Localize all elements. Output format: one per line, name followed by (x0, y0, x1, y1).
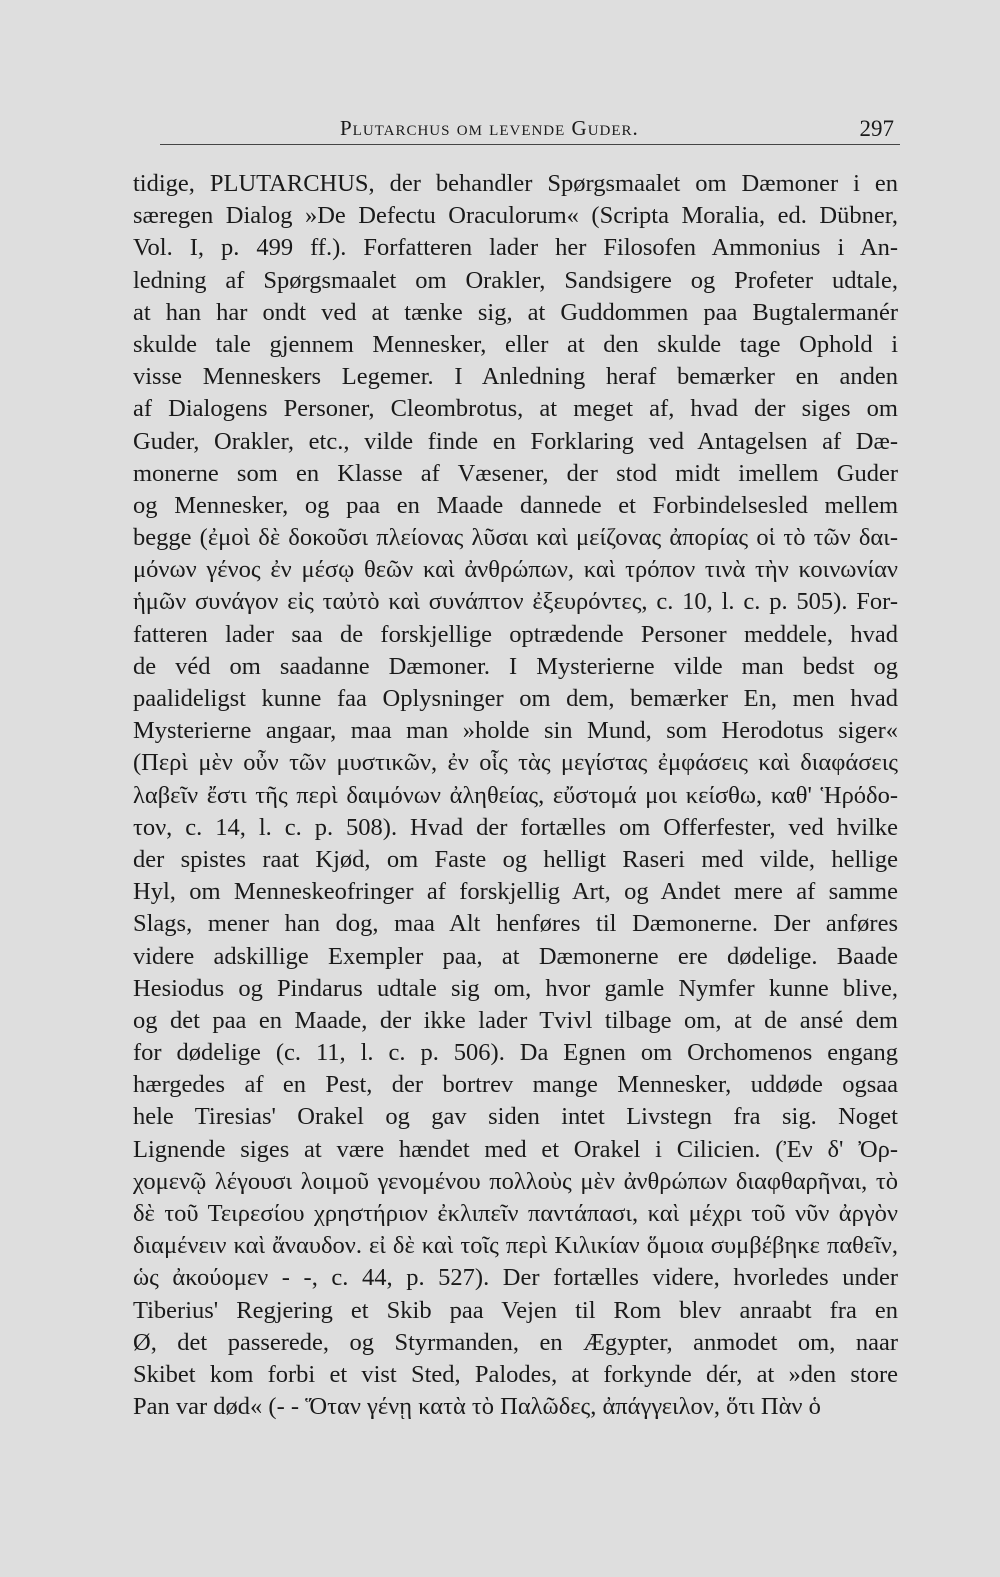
text-line: Mysterierne angaar, maa man »holde sin Mund, som Herodotus siger« (133, 717, 898, 745)
text-line: videre adskillige Exempler paa, at Dæmonerne ere dødelige. Baade (133, 942, 898, 970)
text-line: Tiberius' Regjering et Skib paa Vejen til Rom blev anraabt fra en (133, 1296, 898, 1324)
text-line: visse Menneskers Legemer. I Anledning heraf bemærker en anden (133, 363, 898, 391)
text-line: τον, c. 14, l. c. p. 508). Hvad der fortælles om Offerfester, ved hvilke (133, 813, 898, 841)
text-line: Skibet kom forbi et vist Sted, Palodes, at forkynde dér, at »den store (133, 1360, 898, 1388)
text-line: særegen Dialog »De Defectu Oraculorum« (Scripta Moralia, ed. Dübner, (133, 202, 898, 230)
body-text (133, 168, 898, 1423)
text-line: διαμένειν καὶ ἄναυδον. εἰ δὲ καὶ τοῖς περὶ Κιλικίαν ὅμοια συμβέβηκε παθεῖν, (133, 1232, 898, 1260)
text-line: hele Tiresias' Orakel og gav siden intet Livstegn fra sig. Noget (133, 1103, 898, 1131)
running-title: Plutarchus om levende Guder. (340, 116, 639, 140)
text-line: paalideligst kunne faa Oplysninger om dem, bemærker En, men hvad (133, 685, 898, 712)
text-line: (Περὶ μὲν οὖν τῶν μυστικῶν, ἐν οἷς τὰς μεγίστας ἐμφάσεις καὶ διαφάσεις (133, 749, 898, 777)
text-line: ὡς ἀκούομεν - -, c. 44, p. 527). Der fortælles videre, hvorledes under (133, 1264, 898, 1292)
text-line: Guder, Orakler, etc., vilde finde en Forklaring ved Antagelsen af Dæ- (133, 427, 898, 455)
text-line: der spistes raat Kjød, om Faste og helligt Raseri med vilde, hellige (133, 845, 898, 873)
text-line: ledning af Spørgsmaalet om Orakler, Sandsigere og Profeter udtale, (133, 266, 898, 294)
running-head (160, 110, 900, 145)
text-line: λαβεῖν ἔστι τῆς περὶ δαιμόνων ἀληθείας, εὔστομά μοι κείσθω, καθ' Ἡρόδο- (133, 781, 898, 809)
text-line: Hyl, om Menneskeofringer af forskjellig Art, og Andet mere af samme (133, 878, 898, 906)
text-line: Hesiodus og Pindarus udtale sig om, hvor gamle Nymfer kunne blive, (133, 974, 898, 1002)
text-line: de véd om saadanne Dæmoner. I Mysterierne vilde man bedst og (133, 652, 898, 680)
text-line: monerne som en Klasse af Væsener, der stod midt imellem Guder (133, 459, 898, 487)
text-line: af Dialogens Personer, Cleombrotus, at meget af, hvad der siges om (133, 395, 898, 423)
text-line: at han har ondt ved at tænke sig, at Guddommen paa Bugtalermanér (133, 298, 898, 326)
text-line: Slags, mener han dog, maa Alt henføres til Dæmonerne. Der anføres (133, 910, 898, 938)
text-line: hærgedes af en Pest, der bortrev mange Mennesker, uddøde ogsaa (133, 1071, 898, 1099)
text-line: for dødelige (c. 11, l. c. p. 506). Da Egnen om Orchomenos engang (133, 1039, 898, 1067)
text-line: Ø, det passerede, og Styrmanden, en Ægypter, anmodet om, naar (133, 1328, 898, 1356)
page-number: 297 (859, 116, 894, 141)
text-line: og Mennesker, og paa en Maade dannede et Forbindelsesled mellem (133, 491, 898, 519)
text-line: ἡμῶν συνάγον εἰς ταὐτὸ καὶ συνάπτον ἐξευρόντες, c. 10, l. c. p. 505). For- (133, 588, 898, 616)
text-line: Lignende siges at være hændet med et Orakel i Cilicien. (Ἐν δ' Ὀρ- (133, 1135, 898, 1163)
text-line: skulde tale gjennem Mennesker, eller at den skulde tage Ophold i (133, 330, 898, 358)
text-line: begge (ἐμοὶ δὲ δοκοῦσι πλείονας λῦσαι καὶ μείζονας ἀπορίας οἱ τὸ τῶν δαι- (133, 524, 898, 552)
text-line: μόνων γένος ἐν μέσῳ θεῶν καὶ ἀνθρώπων, καὶ τρόπον τινὰ τὴν κοινωνίαν (133, 556, 898, 584)
text-line: fatteren lader saa de forskjellige optrædende Personer meddele, hvad (133, 620, 898, 648)
text-line: tidige, PLUTARCHUS, der behandler Spørgsmaalet om Dæmoner i en (133, 170, 898, 197)
text-line: χομενῷ λέγουσι λοιμοῦ γενομένου πολλοὺς μὲν ἀνθρώπων διαφθαρῆναι, τὸ (133, 1167, 898, 1195)
text-line: Vol. I, p. 499 ff.). Forfatteren lader her Filosofen Ammonius i An- (133, 234, 898, 262)
text-line: Pan var død« (- - Ὅταν γένῃ κατὰ τὸ Παλῶδες, ἀπάγγειλον, ὅτι Πὰν ὁ (133, 1393, 821, 1421)
text-line: δὲ τοῦ Τειρεσίου χρηστήριον ἐκλιπεῖν παντάπασι, καὶ μέχρι τοῦ νῦν ἀργὸν (133, 1200, 898, 1227)
text-line: og det paa en Maade, der ikke lader Tvivl tilbage om, at de ansé dem (133, 1006, 898, 1034)
